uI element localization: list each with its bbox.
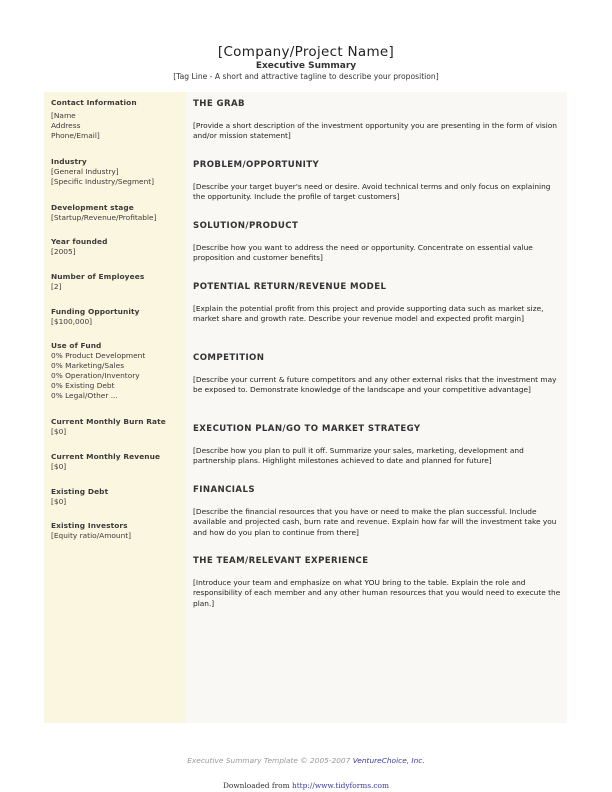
debt-value: [$0] (51, 497, 67, 506)
potential-body: [Explain the potential profit from this project and provide supporting data such as market size, market share and growth rate. Describe your revenue model and expected profit margin] (193, 304, 544, 324)
problem-section (193, 160, 563, 203)
funding-section (51, 307, 183, 327)
download-link[interactable]: http://www.tidyforms.com (291, 781, 389, 790)
summary-panel (44, 92, 567, 723)
brand-link[interactable]: VentureChoice, Inc. (352, 756, 425, 765)
document-title: [Company/Project Name] (217, 44, 395, 60)
use-of-fund-value: 0% Product Development 0% Marketing/Sales 0% Operation/Inventory 0% Existing Debt 0% Legal/Other ... (51, 351, 146, 400)
employees-value: [2] (51, 282, 62, 291)
financials-section (193, 485, 563, 538)
contact-label: Contact Information (51, 98, 137, 107)
use-of-fund-section (51, 341, 183, 401)
document-tagline: [Tag Line - A short and attractive tagline to describe your proposition] (173, 72, 439, 81)
revenue-value: [$0] (51, 462, 67, 471)
problem-heading: PROBLEM/OPPORTUNITY (193, 160, 320, 170)
grab-heading: THE GRAB (193, 99, 245, 109)
contact-section (51, 98, 183, 141)
founded-value: [2005] (51, 247, 76, 256)
industry-label: Industry (51, 157, 87, 166)
problem-body: [Describe your target buyer's need or desire. Avoid technical terms and only focus on explaining the opportunity. Include the profile of target customers] (193, 182, 551, 202)
funding-value: [$100,000] (51, 317, 93, 326)
debt-section (51, 487, 183, 507)
revenue-section (51, 452, 183, 472)
investors-section (51, 521, 183, 541)
employees-label: Number of Employees (51, 272, 145, 281)
copyright-text: Executive Summary Template © 2005-2007 (187, 756, 353, 765)
info-sidebar (44, 92, 186, 723)
team-heading: THE TEAM/RELEVANT EXPERIENCE (193, 556, 369, 566)
industry-value: [General Industry] [Specific Industry/Segment] (51, 167, 155, 186)
execution-heading: EXECUTION PLAN/GO TO MARKET STRATEGY (193, 424, 421, 434)
team-section (193, 556, 563, 609)
investors-value: [Equity ratio/Amount] (51, 531, 132, 540)
execution-section (193, 424, 563, 467)
competition-body: [Describe your current & future competitors and any other external risks that the investment may be exposed to. Demonstrate knowledge of the landscape and your competitive advantage] (193, 375, 557, 395)
employees-section (51, 272, 183, 292)
financials-heading: FINANCIALS (193, 485, 255, 495)
burn-rate-value: [$0] (51, 427, 67, 436)
team-body: [Introduce your team and emphasize on what YOU bring to the table. Explain the role and responsibility of each member and any other human resources that you would need to execute the plan.] (193, 578, 561, 608)
funding-label: Funding Opportunity (51, 307, 140, 316)
download-prefix: Downloaded from (222, 781, 292, 790)
grab-body: [Provide a short description of the investment opportunity you are presenting in the form of vision and/or mission statement] (193, 121, 557, 141)
solution-heading: SOLUTION/PRODUCT (193, 221, 299, 231)
execution-body: [Describe how you plan to pull it off. Summarize your sales, marketing, development and partnership plans. Highlight milestones achieved to date and planned for future] (193, 446, 524, 466)
solution-section (193, 221, 563, 264)
solution-body: [Describe how you want to address the need or opportunity. Concentrate on essential value proposition and customer benefits] (193, 243, 533, 263)
industry-section (51, 157, 183, 187)
founded-section (51, 237, 183, 257)
download-note (0, 781, 612, 790)
stage-label: Development stage (51, 203, 134, 212)
potential-heading: POTENTIAL RETURN/REVENUE MODEL (193, 282, 387, 292)
competition-section (193, 353, 563, 396)
financials-body: [Describe the financial resources that you have or need to make the plan successful. Include available and projected cash, burn rate and revenue. Explain how far will the investment take you and how do you plan to continue from there] (193, 507, 557, 537)
investors-label: Existing Investors (51, 521, 128, 530)
grab-section (193, 99, 563, 142)
revenue-label: Current Monthly Revenue (51, 452, 161, 461)
founded-label: Year founded (51, 237, 108, 246)
stage-section (51, 203, 183, 223)
competition-heading: COMPETITION (193, 353, 265, 363)
contact-value: [Name Address Phone/Email] (51, 111, 100, 140)
document-subtitle: Executive Summary (255, 61, 357, 71)
stage-value: [Startup/Revenue/Profitable] (51, 213, 157, 222)
debt-label: Existing Debt (51, 487, 109, 496)
copyright-footer (0, 756, 612, 765)
potential-section (193, 282, 563, 325)
burn-rate-section (51, 417, 183, 437)
use-of-fund-label: Use of Fund (51, 341, 102, 350)
burn-rate-label: Current Monthly Burn Rate (51, 417, 166, 426)
